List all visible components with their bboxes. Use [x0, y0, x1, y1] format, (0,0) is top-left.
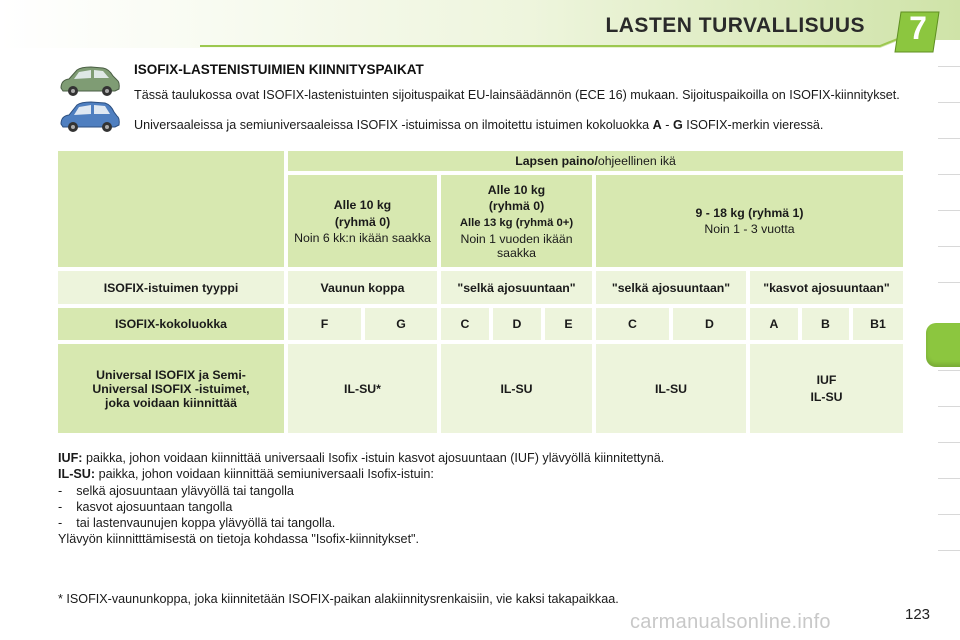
note-ilsu: IL-SU: paikka, johon voidaan kiinnittää semiuniversaali Isofix-istuin: — [58, 467, 434, 482]
intro-paragraph-2: Universaaleissa ja semiuniversaaleissa ISOFIX -istuimissa on ilmoitettu istuimen kokoluokka A - G ISOFIX-merkin vieressä. — [134, 118, 824, 132]
footnotes — [58, 450, 918, 548]
note-iuf: IUF: paikka, johon voidaan kiinnittää universaali Isofix -istuin kasvot ajosuuntaan (IUF) ylävyöllä kiinnitettynä. — [58, 451, 665, 465]
note-bullet: - selkä ajosuuntaan ylävyöllä tai tangolla — [58, 483, 294, 498]
page-header-title: LASTEN TURVALLISUUS — [605, 14, 865, 37]
note-more-info: Ylävyön kiinnitttämisestä on tietoja kohdassa "Isofix-kiinnitykset". — [58, 532, 420, 547]
table-cell: IL-SU — [441, 344, 592, 433]
side-tab[interactable] — [938, 406, 960, 443]
watermark: carmanualsonline.info — [630, 611, 831, 633]
table-cell: D — [673, 308, 746, 340]
table-cell: D — [493, 308, 541, 340]
table-cell: F — [288, 308, 361, 340]
side-tab-strip — [926, 66, 960, 576]
table-cell: "selkä ajosuuntaan" — [441, 271, 592, 304]
note-bullet: - kasvot ajosuuntaan tangolla — [58, 499, 233, 514]
table-cell: A — [750, 308, 798, 340]
table-cell: "kasvot ajosuuntaan" — [750, 271, 903, 304]
table-corner-cell — [58, 151, 284, 267]
side-tab-active-chapter[interactable] — [926, 323, 960, 367]
table-cell: B — [802, 308, 849, 340]
side-tab[interactable] — [938, 550, 960, 587]
page-number: 123 — [905, 606, 931, 623]
table-cell: IL-SU* — [288, 344, 437, 433]
table-cell: IUF IL-SU — [750, 344, 903, 433]
star-footnote: * ISOFIX-vaununkoppa, joka kiinnitetään ISOFIX-paikan alakiinnitysrenkaisiin, vie kaksi takapaikkaa. — [58, 592, 619, 606]
table-cell: C — [596, 308, 669, 340]
table-cell: IL-SU — [596, 344, 746, 433]
row-label-universal: Universal ISOFIX ja Semi-Universal ISOFIX -istuimet, joka voidaan kiinnittää — [58, 344, 284, 433]
row-label-type: ISOFIX-istuimen tyyppi — [58, 271, 284, 304]
side-tab[interactable] — [938, 210, 960, 247]
green-car-icon — [57, 64, 121, 98]
chapter-number: 7 — [909, 10, 927, 46]
side-tab[interactable] — [938, 102, 960, 139]
table-cell: B1 — [853, 308, 903, 340]
table-cell: C — [441, 308, 489, 340]
table-cell: G — [365, 308, 437, 340]
side-tab[interactable] — [938, 282, 960, 319]
table-cell: "selkä ajosuuntaan" — [596, 271, 746, 304]
table-top-header: Lapsen paino/ohjeellinen ikä — [288, 151, 903, 171]
side-tab[interactable] — [938, 66, 960, 103]
side-tab[interactable] — [938, 246, 960, 283]
side-tab[interactable] — [938, 370, 960, 407]
side-tab[interactable] — [938, 478, 960, 515]
table-cell: E — [545, 308, 592, 340]
table-cell: Vaunun koppa — [288, 271, 437, 304]
side-tab[interactable] — [938, 442, 960, 479]
blue-car-icon — [57, 100, 121, 134]
weight-group-cell: Alle 10 kg (ryhmä 0) Alle 13 kg (ryhmä 0+) Noin 1 vuoden ikään saakka — [441, 175, 592, 267]
row-label-size-class: ISOFIX-kokoluokka — [58, 308, 284, 340]
section-title: ISOFIX-LASTENISTUIMIEN KIINNITYSPAIKAT — [134, 62, 424, 77]
note-bullet: - tai lastenvaunujen koppa ylävyöllä tai tangolla. — [58, 516, 336, 531]
intro-paragraph-1: Tässä taulukossa ovat ISOFIX-lastenistuinten sijoituspaikat EU-lainsäädännön (ECE 16) mukaan. Sijoituspaikoilla on ISOFIX-kiinnitykset. — [134, 88, 900, 102]
weight-group-cell: Alle 10 kg (ryhmä 0) Noin 6 kk:n ikään saakka — [288, 175, 437, 267]
side-tab[interactable] — [938, 514, 960, 551]
side-tab[interactable] — [938, 174, 960, 211]
weight-group-cell: 9 - 18 kg (ryhmä 1) Noin 1 - 3 vuotta — [596, 175, 903, 267]
side-tab[interactable] — [938, 138, 960, 175]
